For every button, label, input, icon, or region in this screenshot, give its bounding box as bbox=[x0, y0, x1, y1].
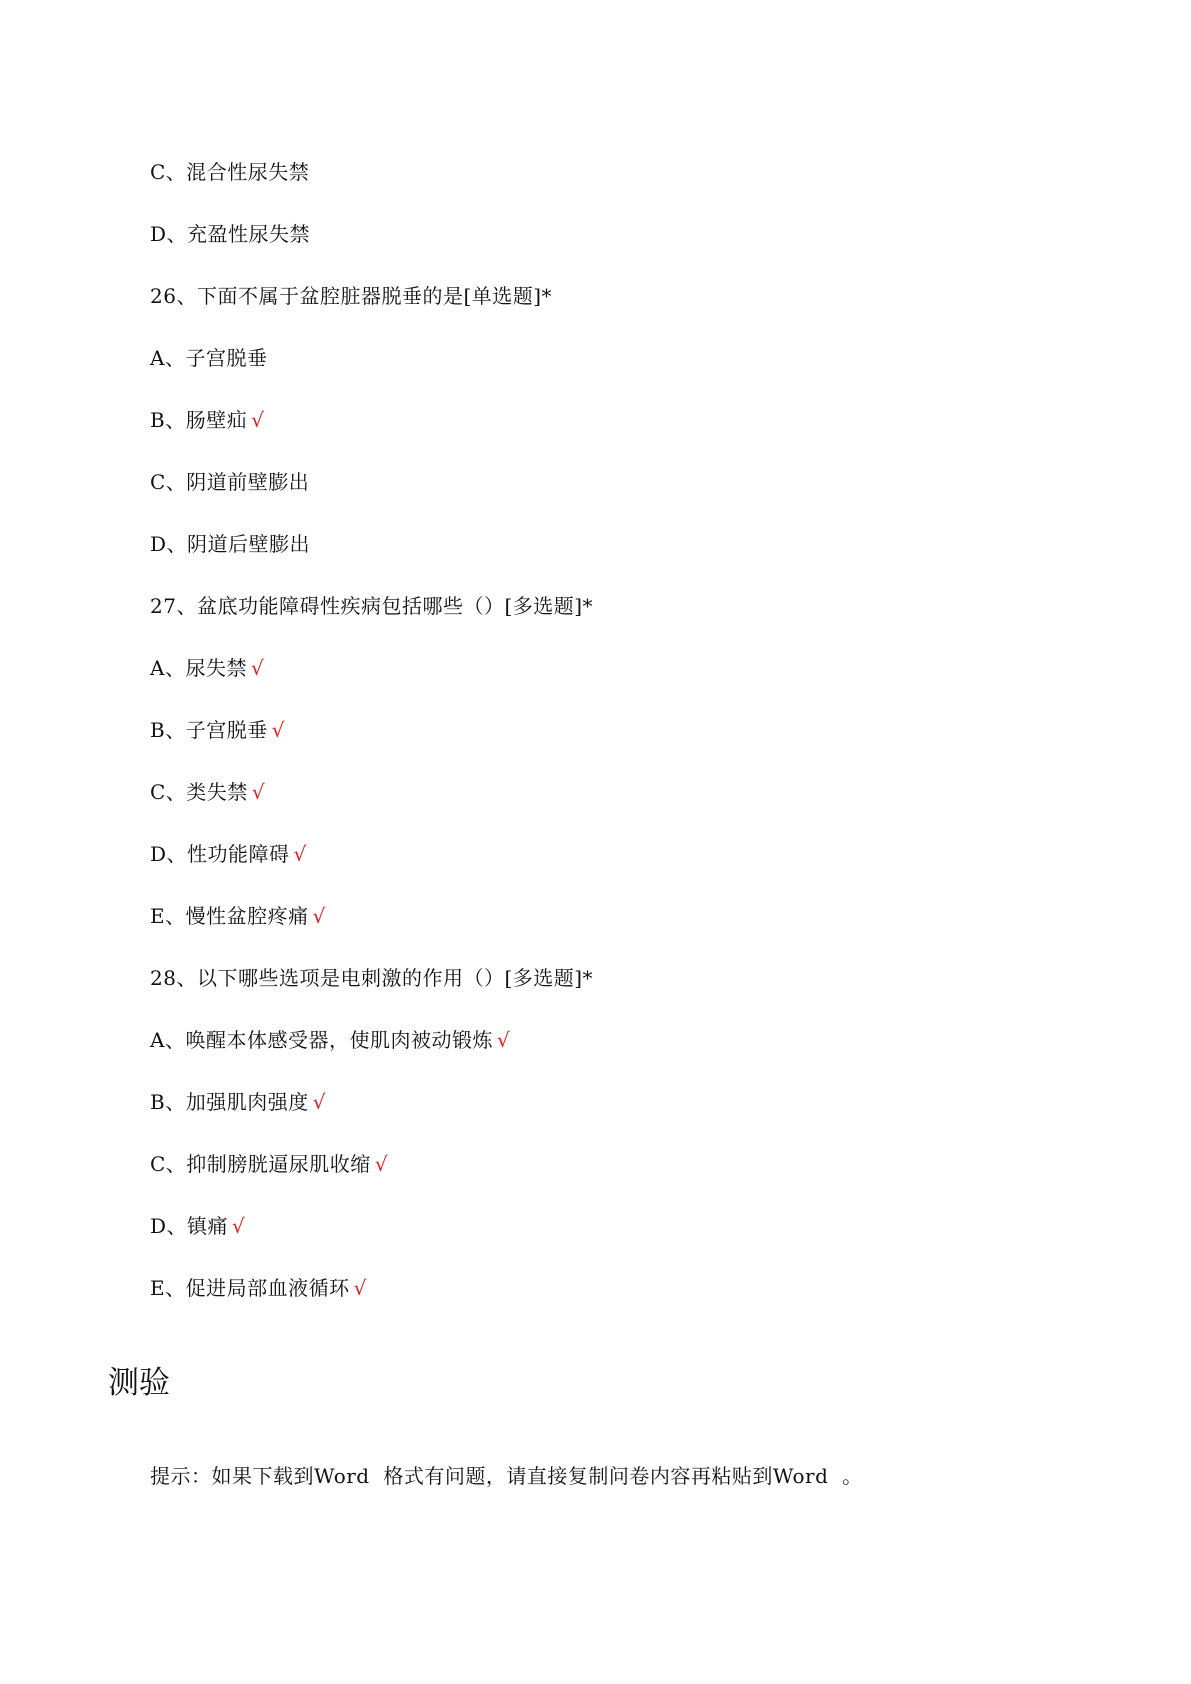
option-text: D、阴道后壁膨出 bbox=[150, 532, 311, 556]
check-mark-icon: √ bbox=[293, 842, 307, 866]
hint-note: 提示：如果下载到Word 格式有问题，请直接复制问卷内容再粘贴到Word 。 bbox=[150, 1464, 863, 1488]
option-line bbox=[150, 778, 265, 806]
check-mark-icon: √ bbox=[250, 656, 265, 680]
check-mark-icon: √ bbox=[251, 408, 265, 432]
question-line bbox=[150, 964, 597, 992]
option-line bbox=[150, 344, 271, 372]
option-text: C、类失禁 bbox=[150, 780, 248, 804]
option-line bbox=[150, 530, 314, 558]
option-line bbox=[150, 1026, 510, 1054]
option-text: A、尿失禁 bbox=[150, 656, 247, 680]
option-line bbox=[150, 716, 285, 744]
option-line bbox=[150, 158, 313, 186]
option-text: C、混合性尿失禁 bbox=[150, 160, 310, 184]
check-mark-icon: √ bbox=[374, 1152, 389, 1176]
question-text: 27、盆底功能障碍性疾病包括哪些（）[多选题]* bbox=[150, 594, 594, 618]
option-line bbox=[150, 1212, 245, 1240]
option-text: B、子宫脱垂 bbox=[150, 718, 268, 742]
option-text: C、阴道前壁膨出 bbox=[150, 470, 310, 494]
check-mark-icon: √ bbox=[271, 718, 285, 742]
option-text: A、子宫脱垂 bbox=[150, 346, 268, 370]
option-line bbox=[150, 468, 313, 496]
question-line bbox=[150, 282, 556, 310]
option-line bbox=[150, 220, 314, 248]
option-line bbox=[150, 654, 264, 682]
option-text: E、促进局部血液循环 bbox=[150, 1276, 350, 1300]
option-line bbox=[150, 1274, 367, 1302]
check-mark-icon: √ bbox=[232, 1214, 246, 1238]
option-text: A、唤醒本体感受器，使肌肉被动锻炼 bbox=[150, 1028, 493, 1052]
check-mark-icon: √ bbox=[312, 904, 326, 928]
option-text: B、肠壁疝 bbox=[150, 408, 248, 432]
option-text: E、慢性盆腔疼痛 bbox=[150, 904, 309, 928]
check-mark-icon: √ bbox=[251, 780, 266, 804]
question-text: 26、下面不属于盆腔脏器脱垂的是[单选题]* bbox=[150, 284, 553, 308]
question-line bbox=[150, 592, 597, 620]
check-mark-icon: √ bbox=[312, 1090, 326, 1114]
option-text: D、性功能障碍 bbox=[150, 842, 290, 866]
option-text: D、充盈性尿失禁 bbox=[150, 222, 311, 246]
option-line bbox=[150, 902, 326, 930]
question-text: 28、以下哪些选项是电刺激的作用（）[多选题]* bbox=[150, 966, 594, 990]
option-line bbox=[150, 406, 264, 434]
check-mark-icon: √ bbox=[496, 1028, 511, 1052]
section-title: 测验 bbox=[108, 1365, 170, 1401]
option-line bbox=[150, 1088, 326, 1116]
option-text: D、镇痛 bbox=[150, 1214, 229, 1238]
option-line bbox=[150, 1150, 388, 1178]
option-text: C、抑制膀胱逼尿肌收缩 bbox=[150, 1152, 371, 1176]
option-text: B、加强肌肉强度 bbox=[150, 1090, 309, 1114]
option-line bbox=[150, 840, 307, 868]
check-mark-icon: √ bbox=[353, 1276, 367, 1300]
